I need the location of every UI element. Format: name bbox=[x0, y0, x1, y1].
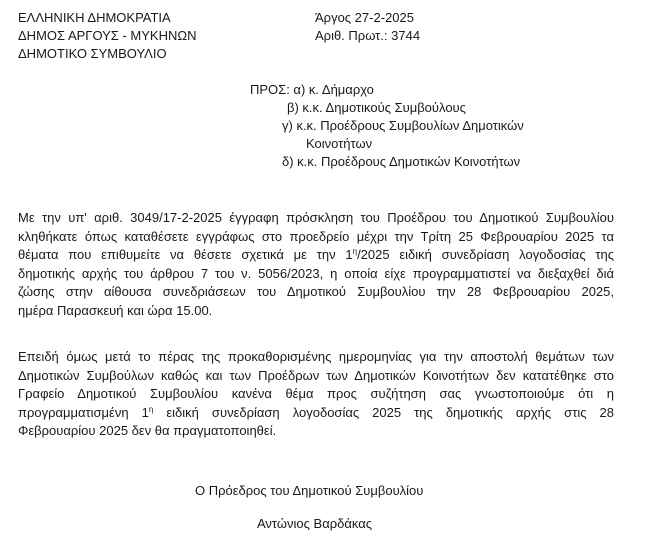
paragraph-line: προγραμματισμένη $1^\eta$ ειδική συνεδρίαση λογοδοσίας 2025 της δημοτικής αρχής στις 28 bbox=[18, 404, 614, 420]
recipient-c-line-2: Κοινοτήτων bbox=[306, 136, 373, 151]
paragraph-line: Γραφείο Δημοτικού Συμβουλίου κανένα θέμα προς συζήτηση σας γνωστοποιούμε ότι η bbox=[18, 386, 614, 402]
superscript: η bbox=[352, 247, 358, 257]
recipient-d: δ) κ.κ. Προέδρους Δημοτικών Κοινοτήτων bbox=[282, 154, 521, 169]
signatory-title: Ο Πρόεδρος του Δημοτικού Συμβουλίου bbox=[195, 483, 424, 498]
recipient-b: β) κ.κ. Δημοτικούς Συμβούλους bbox=[287, 100, 466, 115]
paragraph-line: Επειδή όμως μετά το πέρας της προκαθορισμένης ημερομηνίας για την αποστολή θεμάτων των bbox=[18, 349, 614, 364]
issuer-line-2: ΔΗΜΟΣ ΑΡΓΟΥΣ - ΜΥΚΗΝΩΝ bbox=[18, 28, 197, 43]
superscript: η bbox=[148, 404, 154, 414]
recipient-a: ΠΡΟΣ: α) κ. Δήμαρχο bbox=[250, 82, 374, 97]
paragraph-line: θέματα που επιθυμείτε να θέσετε σχετικά με την $1^\eta/2025$ ειδική συνεδρίαση λογοδοσίας της bbox=[18, 247, 614, 263]
body-paragraph-1 bbox=[18, 209, 614, 321]
paragraph-line: ημέρα Παρασκευή και ώρα 15.00. bbox=[18, 302, 213, 318]
body-paragraph-2 bbox=[18, 348, 614, 441]
paragraph-line: ζώσης στην αίθουσα συνεδριάσεων του Δημοτικού Συμβουλίου την 28 Φεβρουαρίου 2025, bbox=[18, 284, 614, 300]
issuer-line-1: ΕΛΛΗΝΙΚΗ ΔΗΜΟΚΡΑΤΙΑ bbox=[18, 10, 171, 25]
protocol-number: Αριθ. Πρωτ.: 3744 bbox=[315, 28, 421, 43]
recipient-c-line-1: γ) κ.κ. Προέδρους Συμβουλίων Δημοτικών bbox=[282, 118, 524, 133]
signatory-name: Αντώνιος Βαρδάκας bbox=[257, 516, 372, 531]
paragraph-line: Δημοτικών Συμβούλων καθώς και των Προέδρων των Δημοτικών Κοινοτήτων δεν κατατέθηκε στο bbox=[18, 367, 614, 383]
document-date: Άργος 27-2-2025 bbox=[315, 10, 414, 25]
paragraph-line: κληθήκατε όπως καταθέσετε εγγράφως στο προεδρείο μέχρι την Τρίτη 25 Φεβρουαρίου 2025 τα bbox=[18, 228, 614, 244]
paragraph-line: Φεβρουαρίου 2025 δεν θα πραγματοποιηθεί. bbox=[18, 423, 277, 439]
paragraph-line: δημοτικής αρχής του άρθρου 7 του ν. 5056/2023, η οποία είχε προγραμματιστεί να διεξαχθεί διά bbox=[18, 265, 614, 281]
paragraph-line: Με την υπ' αριθ. 3049/17-2-2025 έγγραφη πρόσκληση του Προέδρου του Δημοτικού Συμβουλίου bbox=[18, 210, 614, 225]
issuer-line-3: ΔΗΜΟΤΙΚΟ ΣΥΜΒΟΥΛΙΟ bbox=[18, 46, 167, 61]
